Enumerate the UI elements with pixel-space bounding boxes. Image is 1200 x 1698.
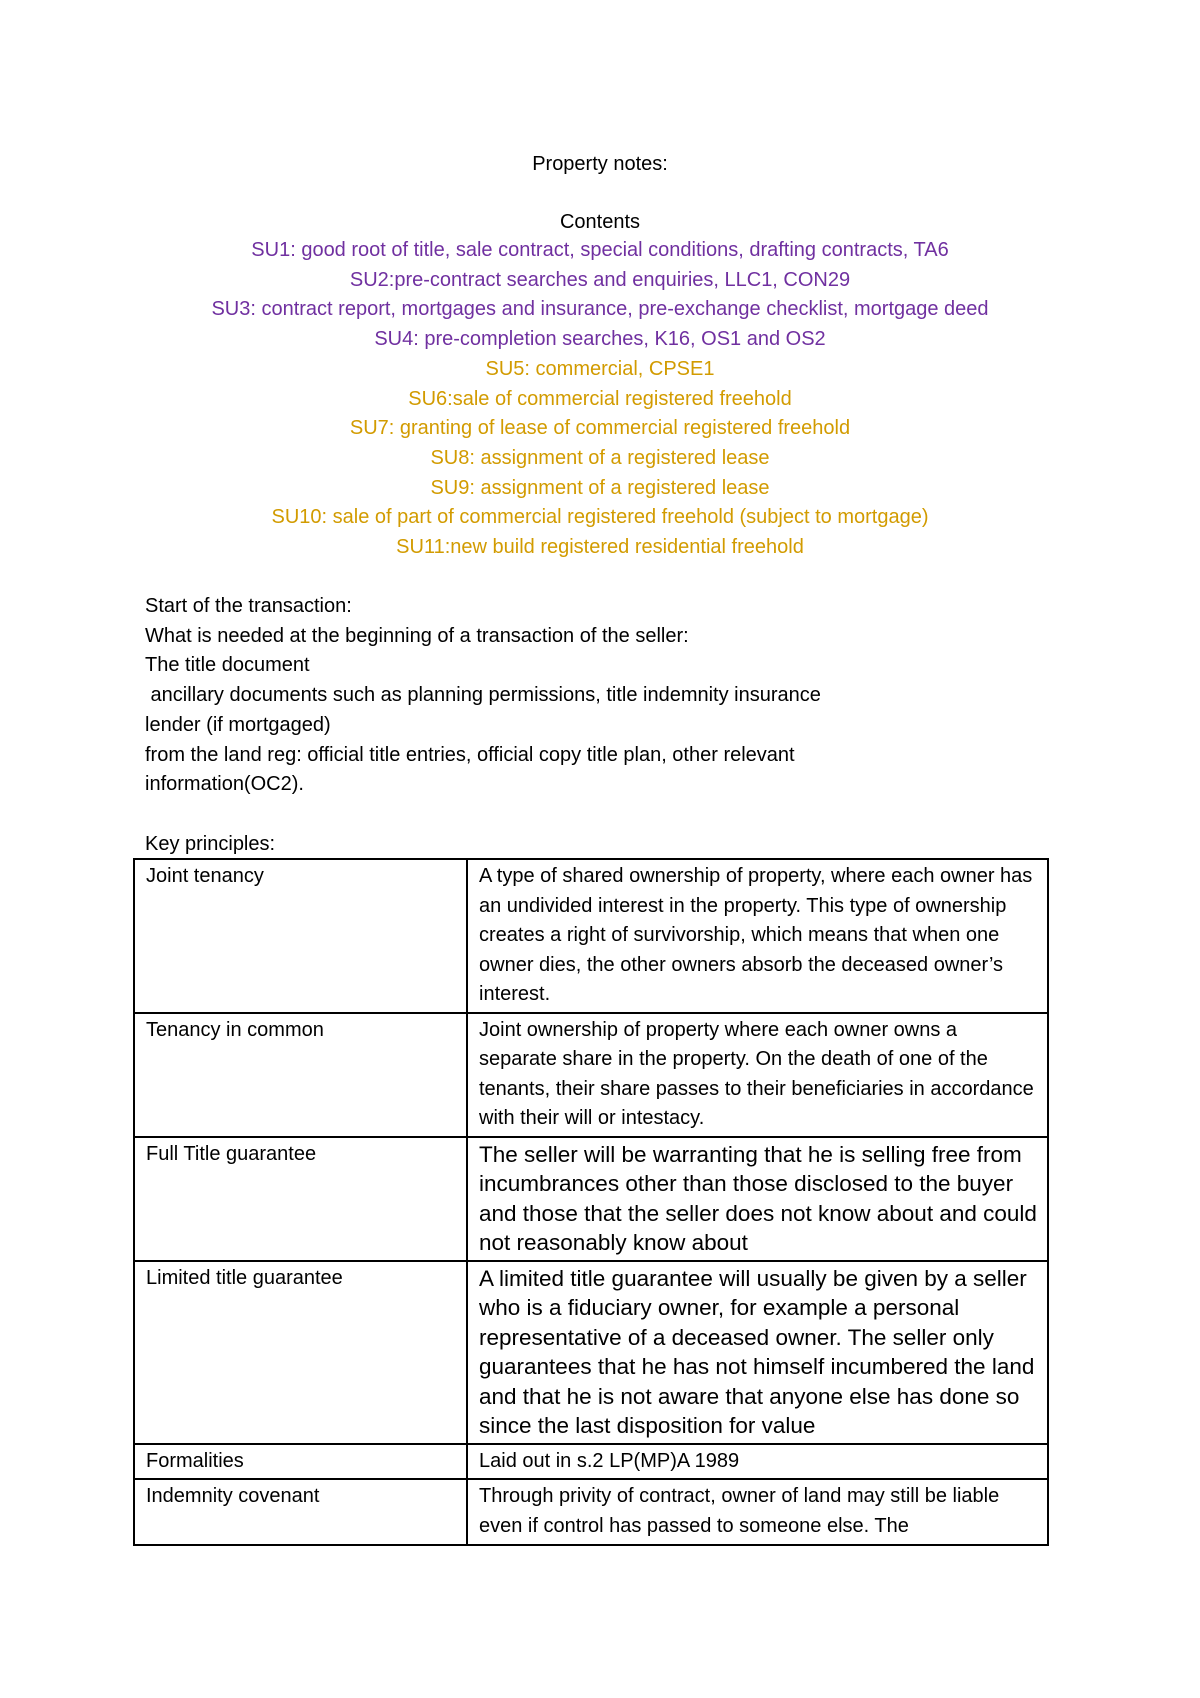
table-row <box>134 1261 1048 1444</box>
table-row <box>134 1013 1048 1137</box>
contents-item-su11: SU11:new build registered residential freehold <box>396 536 804 559</box>
term-cell: Full Title guarantee <box>134 1137 467 1261</box>
intro-line: What is needed at the beginning of a transaction of the seller: <box>145 624 689 647</box>
transaction-intro <box>145 592 1075 800</box>
definition-cell: A type of shared ownership of property, where each owner has an undivided interest in the property. This type of ownership creates a right of survivorship, which means that when one owner dies, the other owners absorb the deceased owner’s interest. <box>467 859 1048 1013</box>
definition-cell: A limited title guarantee will usually be given by a seller who is a fiduciary owner, for example a personal representative of a deceased owner. The seller only guarantees that he has not himself incumbered the land and that he is not aware that anyone else has done so since the last disposition for value <box>467 1261 1048 1444</box>
contents-item-su4: SU4: pre-completion searches, K16, OS1 and OS2 <box>374 328 826 351</box>
key-principles-table <box>133 858 1049 1546</box>
contents-heading: Contents <box>559 211 641 233</box>
table-row <box>134 1444 1048 1480</box>
table-row <box>134 1479 1048 1545</box>
intro-line: lender (if mortgaged) <box>145 713 331 736</box>
intro-line: information(OC2). <box>145 773 304 796</box>
table-row <box>134 1137 1048 1261</box>
key-principles-heading: Key principles: <box>145 833 276 855</box>
definition-cell: Through privity of contract, owner of land may still be liable even if control has passed to someone else. The <box>467 1479 1048 1545</box>
term-cell: Limited title guarantee <box>134 1261 467 1444</box>
contents-item-su5: SU5: commercial, CPSE1 <box>485 357 715 380</box>
intro-line: The title document <box>145 654 310 677</box>
table-row <box>134 859 1048 1013</box>
definition-cell: Laid out in s.2 LP(MP)A 1989 <box>467 1444 1048 1480</box>
page-title: Property notes: <box>532 153 668 175</box>
contents-item-su3: SU3: contract report, mortgages and insurance, pre-exchange checklist, mortgage deed <box>211 298 989 321</box>
contents-item-su9: SU9: assignment of a registered lease <box>430 476 770 499</box>
contents-item-su6: SU6:sale of commercial registered freehold <box>408 387 792 410</box>
intro-line: from the land reg: official title entries, official copy title plan, other relevant <box>145 743 795 766</box>
term-cell: Tenancy in common <box>134 1013 467 1137</box>
definition-cell: Joint ownership of property where each owner owns a separate share in the property. On the death of one of the tenants, their share passes to their beneficiaries in accordance with their will or intestacy. <box>467 1013 1048 1137</box>
contents-list <box>0 236 1200 563</box>
term-cell: Indemnity covenant <box>134 1479 467 1545</box>
definition-cell: The seller will be warranting that he is selling free from incumbrances other than those disclosed to the buyer and those that the seller does not know about and could not reasonably know about <box>467 1137 1048 1261</box>
term-cell: Joint tenancy <box>134 859 467 1013</box>
contents-item-su2: SU2:pre-contract searches and enquiries, LLC1, CON29 <box>349 268 851 291</box>
intro-line: Start of the transaction: <box>145 595 352 617</box>
contents-item-su10: SU10: sale of part of commercial registered freehold (subject to mortgage) <box>271 506 929 529</box>
term-cell: Formalities <box>134 1444 467 1480</box>
contents-item-su1: SU1: good root of title, sale contract, special conditions, drafting contracts, TA6 <box>251 239 949 261</box>
contents-item-su7: SU7: granting of lease of commercial registered freehold <box>349 417 851 440</box>
intro-line: ancillary documents such as planning permissions, title indemnity insurance <box>145 684 821 707</box>
contents-item-su8: SU8: assignment of a registered lease <box>430 446 770 469</box>
